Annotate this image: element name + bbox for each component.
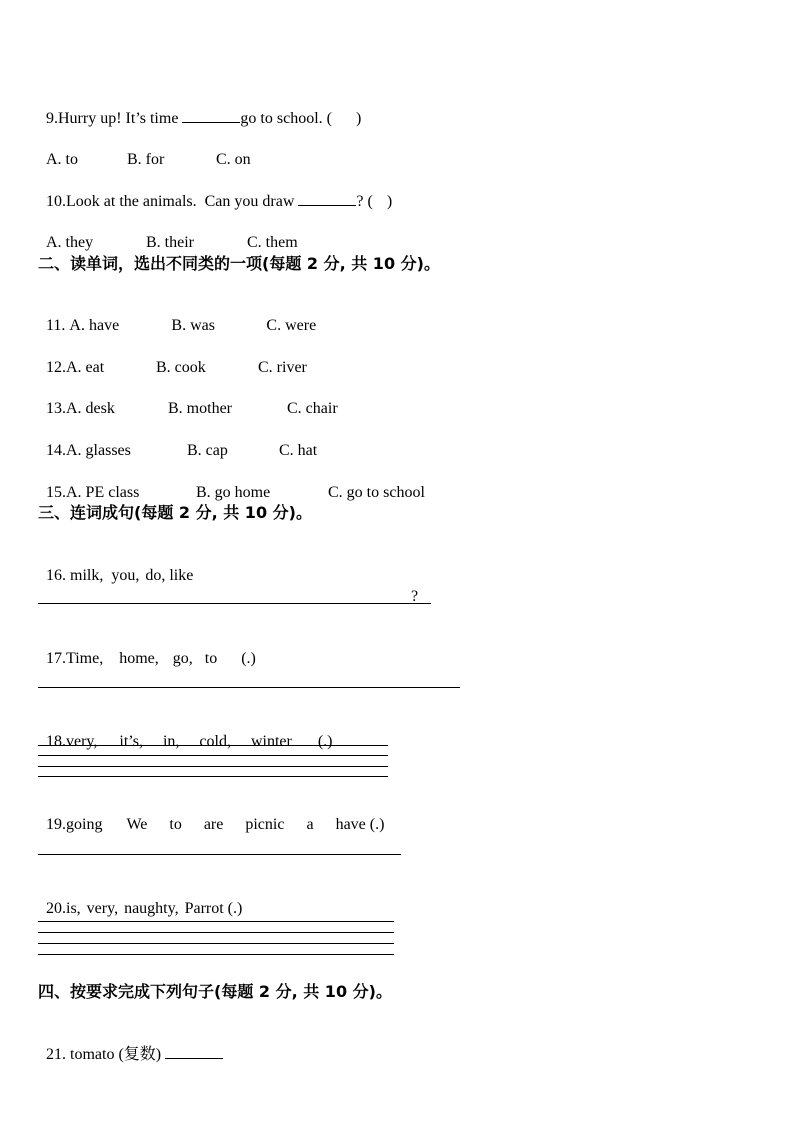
question-9 xyxy=(38,88,361,129)
option-c[interactable]: C. river xyxy=(258,359,307,376)
question-number: 13. xyxy=(46,400,66,417)
word: Time, xyxy=(66,650,104,667)
question-12 xyxy=(38,338,307,378)
word: it’s, xyxy=(119,733,143,750)
answer-line[interactable] xyxy=(38,932,394,933)
word: very, xyxy=(86,900,119,917)
question-20 xyxy=(38,879,242,919)
question-number: 20. xyxy=(46,900,66,917)
option-c[interactable]: C. chair xyxy=(287,400,338,417)
option-b[interactable]: B. was xyxy=(171,317,215,334)
question-10-text-a: 10.Look at the animals. Can you draw xyxy=(46,193,299,210)
option-b[interactable]: B. go home xyxy=(196,484,271,501)
question-number: 19. xyxy=(46,816,66,833)
word: in, xyxy=(162,733,180,750)
word: milk, xyxy=(70,567,104,584)
word: We xyxy=(126,816,148,833)
option-c[interactable]: C. hat xyxy=(279,442,318,459)
answer-line[interactable] xyxy=(38,854,401,855)
word: cold, xyxy=(199,733,231,750)
option-c[interactable]: C. on xyxy=(216,151,251,168)
option-b[interactable]: B. cap xyxy=(187,442,228,459)
word: you, xyxy=(111,567,140,584)
question-number: 17. xyxy=(46,650,66,667)
question-10-text-b: ? ( xyxy=(356,193,373,210)
option-b[interactable]: B. mother xyxy=(168,400,232,417)
question-number: 15. xyxy=(46,484,66,501)
option-b[interactable]: B. cook xyxy=(156,359,206,376)
answer-blank[interactable] xyxy=(298,191,356,206)
question-9-text-a: 9.Hurry up! It’s time xyxy=(46,110,183,127)
word: naughty, xyxy=(124,900,179,917)
question-mark: ? xyxy=(411,588,419,605)
answer-line[interactable] xyxy=(38,943,394,944)
answer-line[interactable] xyxy=(38,687,460,688)
question-11 xyxy=(38,296,316,336)
option-a[interactable]: A. have xyxy=(69,317,120,334)
answer-line[interactable] xyxy=(38,776,388,777)
answer-line[interactable] xyxy=(38,603,431,604)
answer-line[interactable] xyxy=(38,755,388,756)
question-16 xyxy=(38,546,193,586)
option-c[interactable]: C. were xyxy=(266,317,317,334)
word: go, xyxy=(172,650,193,667)
option-c[interactable]: C. go to school xyxy=(328,484,425,501)
section-2-heading: 二、读单词，选出不同类的一项(每题 2 分, 共 10 分)。 xyxy=(38,254,440,273)
answer-line[interactable] xyxy=(38,954,394,955)
word: Parrot (.) xyxy=(184,900,243,917)
option-b[interactable]: B. their xyxy=(146,234,194,251)
option-a[interactable]: A. to xyxy=(46,151,78,168)
word: (.) xyxy=(241,650,256,667)
option-a[interactable]: A. desk xyxy=(66,400,115,417)
word: home, xyxy=(119,650,159,667)
question-17 xyxy=(38,629,256,669)
word: have (.) xyxy=(335,816,385,833)
word: is, xyxy=(66,900,81,917)
question-21-text: 21. tomato (复数) xyxy=(46,1046,166,1063)
option-c[interactable]: C. them xyxy=(247,234,298,251)
word: are xyxy=(203,816,224,833)
word: like xyxy=(169,567,194,584)
option-a[interactable]: A. PE class xyxy=(66,484,140,501)
question-9-text-c: ) xyxy=(355,110,362,127)
word: (.) xyxy=(317,733,333,750)
answer-line[interactable] xyxy=(38,766,388,767)
word: a xyxy=(306,816,314,833)
option-a[interactable]: A. glasses xyxy=(66,442,131,459)
option-a[interactable]: A. they xyxy=(46,234,94,251)
question-13 xyxy=(38,379,338,419)
word: picnic xyxy=(245,816,285,833)
question-19 xyxy=(38,795,384,835)
question-number: 12. xyxy=(46,359,66,376)
question-number: 11. xyxy=(46,317,70,334)
question-9-options xyxy=(38,130,251,170)
question-10-text-c: ) xyxy=(386,193,393,210)
question-21 xyxy=(38,1024,223,1065)
question-9-text-b: go to school. ( xyxy=(240,110,332,127)
option-a[interactable]: A. eat xyxy=(66,359,105,376)
answer-line[interactable] xyxy=(38,745,388,746)
word: to xyxy=(169,816,182,833)
word: winter xyxy=(250,733,292,750)
question-10-options xyxy=(38,213,298,253)
question-number: 14. xyxy=(46,442,66,459)
section-3-heading: 三、连词成句(每题 2 分, 共 10 分)。 xyxy=(38,503,312,522)
word: going xyxy=(66,816,103,833)
option-b[interactable]: B. for xyxy=(127,151,165,168)
answer-line[interactable] xyxy=(38,921,394,922)
word: very, xyxy=(66,733,98,750)
question-18 xyxy=(38,712,332,752)
question-number: 18. xyxy=(46,733,66,750)
answer-blank[interactable] xyxy=(182,108,240,123)
answer-blank[interactable] xyxy=(165,1044,223,1059)
question-number: 16. xyxy=(46,567,66,584)
section-4-heading: 四、按要求完成下列句子(每题 2 分, 共 10 分)。 xyxy=(38,982,392,1001)
question-15 xyxy=(38,463,425,503)
question-14 xyxy=(38,421,317,461)
word: to xyxy=(204,650,218,667)
question-10 xyxy=(38,171,392,212)
word: do, xyxy=(145,567,166,584)
